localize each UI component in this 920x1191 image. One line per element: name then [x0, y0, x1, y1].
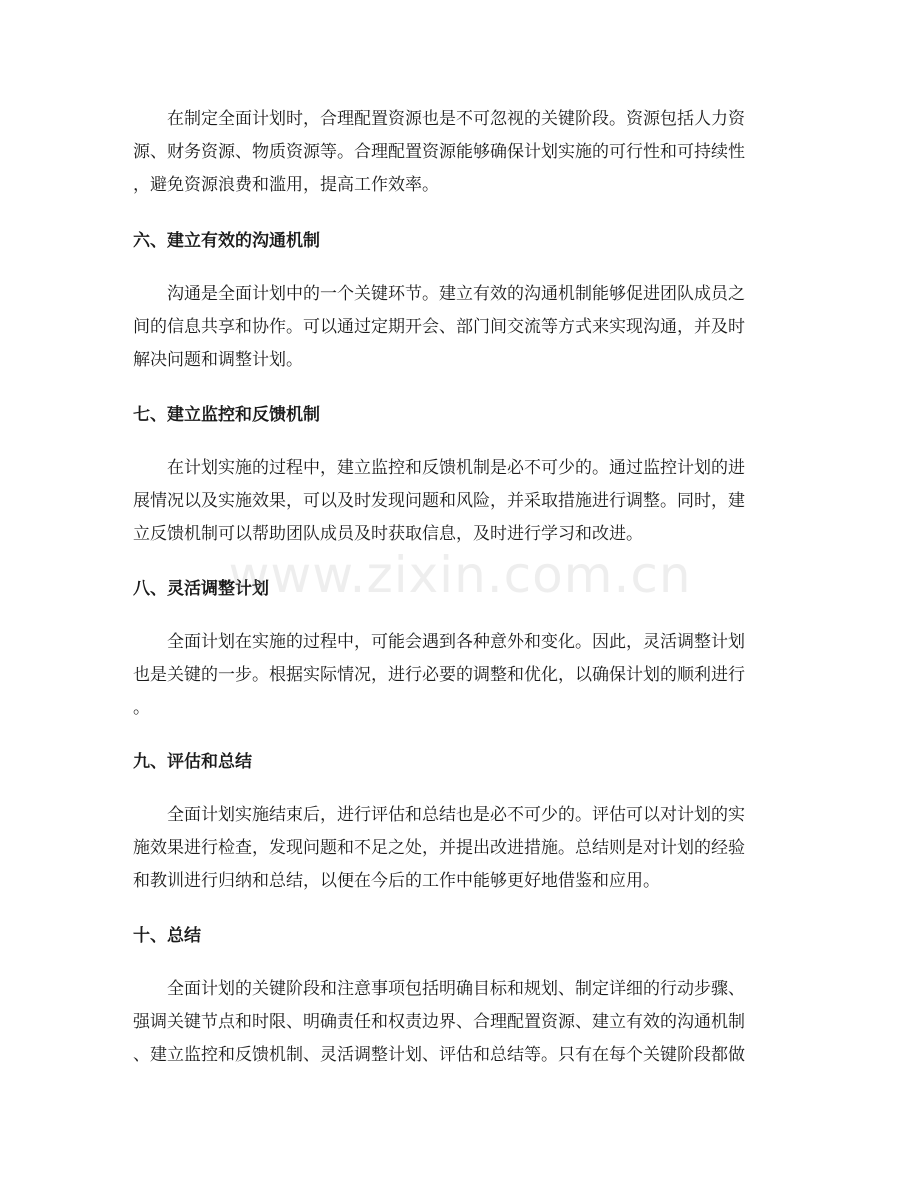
heading-flexible-adjustment: [133, 575, 793, 603]
section-heading: 十、总结: [133, 926, 201, 946]
text-line: 立反馈机制可以帮助团队成员及时获取信息，及时进行学习和改进。: [133, 524, 643, 544]
heading-summary: [133, 922, 793, 950]
section-heading: 九、评估和总结: [133, 752, 252, 772]
text-line: 在制定全面计划时，合理配置资源也是不可忽视的关键阶段。资源包括人力资: [133, 109, 745, 129]
heading-evaluation: [133, 748, 793, 776]
section-heading: 七、建立监控和反馈机制: [133, 405, 320, 425]
text-line: 施效果进行检查，发现问题和不足之处，并提出改进措施。总结则是对计划的经验: [133, 838, 745, 858]
text-line: 展情况以及实施效果，可以及时发现问题和风险，并采取措施进行调整。同时，建: [133, 491, 745, 511]
paragraph-evaluation: [133, 799, 793, 898]
heading-communication: [133, 227, 793, 255]
paragraph-summary: [133, 973, 793, 1072]
text-line: 源、财务资源、物质资源等。合理配置资源能够确保计划实施的可行性和可持续性: [133, 142, 745, 162]
text-line: 也是关键的一步。根据实际情况，进行必要的调整和优化，以确保计划的顺利进行: [133, 665, 745, 685]
text-line: 全面计划在实施的过程中，可能会遇到各种意外和变化。因此，灵活调整计划: [133, 632, 745, 652]
section-heading: 六、建立有效的沟通机制: [133, 231, 320, 251]
paragraph-monitoring: [133, 452, 793, 551]
text-line: 。: [133, 698, 150, 718]
text-line: 在计划实施的过程中，建立监控和反馈机制是必不可少的。通过监控计划的进: [133, 458, 745, 478]
text-line: 全面计划实施结束后，进行评估和总结也是必不可少的。评估可以对计划的实: [133, 805, 745, 825]
section-heading: 八、灵活调整计划: [133, 579, 269, 599]
text-line: 和教训进行归纳和总结，以便在今后的工作中能够更好地借鉴和应用。: [133, 871, 660, 891]
watermark: www.zixin.com.cn: [228, 546, 692, 604]
paragraph-flexible-adjustment: [133, 626, 793, 725]
paragraph-resource-allocation: [133, 103, 793, 202]
text-line: 沟通是全面计划中的一个关键环节。建立有效的沟通机制能够促进团队成员之: [133, 284, 745, 304]
text-line: 全面计划的关键阶段和注意事项包括明确目标和规划、制定详细的行动步骤、: [133, 979, 745, 999]
heading-monitoring: [133, 401, 793, 429]
text-line: ，避免资源浪费和滥用，提高工作效率。: [133, 175, 439, 195]
text-line: 解决问题和调整计划。: [133, 350, 303, 370]
text-line: 强调关键节点和时限、明确责任和权责边界、合理配置资源、建立有效的沟通机制: [133, 1012, 745, 1032]
text-line: 间的信息共享和协作。可以通过定期开会、部门间交流等方式来实现沟通，并及时: [133, 317, 745, 337]
paragraph-communication: [133, 278, 793, 377]
text-line: 、建立监控和反馈机制、灵活调整计划、评估和总结等。只有在每个关键阶段都做: [133, 1045, 745, 1065]
